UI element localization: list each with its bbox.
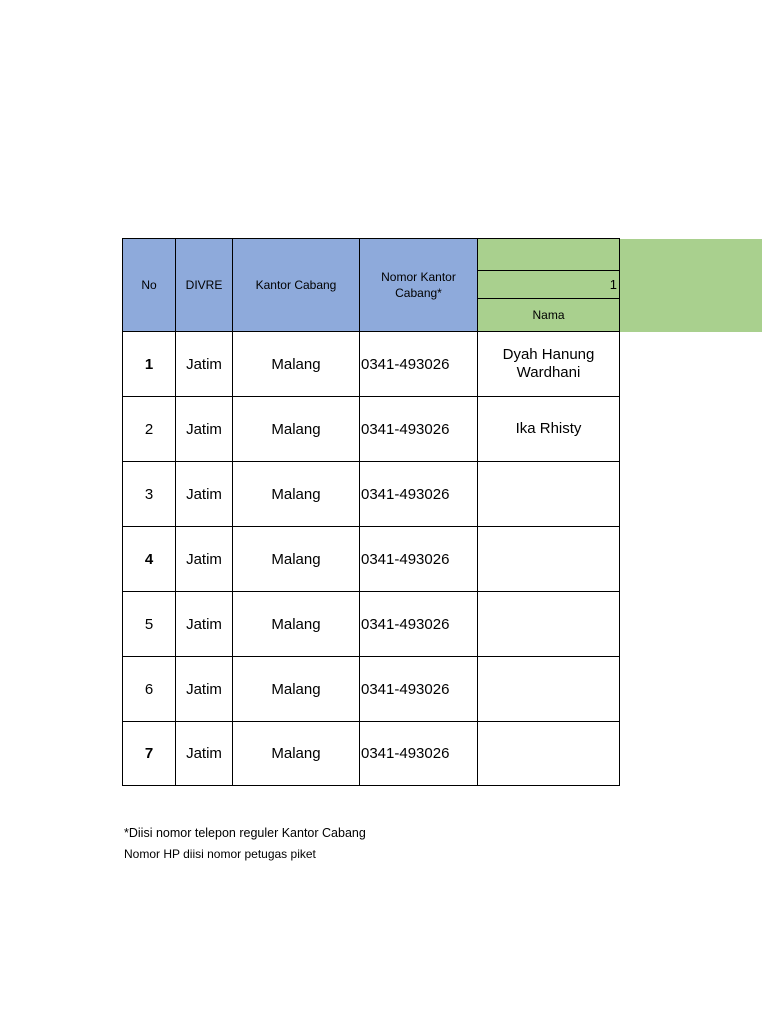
- cell-phone: 0341-493026: [360, 592, 478, 657]
- header-nomor-kantor: Nomor Kantor Cabang*: [360, 239, 478, 332]
- cell-phone: 0341-493026: [360, 462, 478, 527]
- cell-divre: Jatim: [176, 592, 233, 657]
- header-no: No: [123, 239, 176, 332]
- cell-nama: Ika Rhisty: [478, 397, 620, 462]
- header-divre: DIVRE: [176, 239, 233, 332]
- cell-divre: Jatim: [176, 657, 233, 722]
- cell-phone: 0341-493026: [360, 527, 478, 592]
- cell-no: 3: [123, 462, 176, 527]
- footnote-phone: *Diisi nomor telepon reguler Kantor Cabang: [124, 826, 366, 840]
- table-row: [123, 657, 620, 722]
- table-row: [123, 332, 620, 397]
- cell-no: 1: [123, 332, 176, 397]
- cell-kantor: Malang: [233, 722, 360, 786]
- cell-phone: 0341-493026: [360, 332, 478, 397]
- cell-no: 7: [123, 722, 176, 786]
- cell-phone: 0341-493026: [360, 657, 478, 722]
- cell-divre: Jatim: [176, 527, 233, 592]
- cell-kantor: Malang: [233, 592, 360, 657]
- cell-nama: Dyah Hanung Wardhani: [478, 332, 620, 397]
- cell-kantor: Malang: [233, 657, 360, 722]
- cell-divre: Jatim: [176, 722, 233, 786]
- cell-no: 4: [123, 527, 176, 592]
- header-group-number: 1: [478, 271, 620, 299]
- cell-kantor: Malang: [233, 332, 360, 397]
- header-kantor-cabang: Kantor Cabang: [233, 239, 360, 332]
- cell-no: 5: [123, 592, 176, 657]
- cell-kantor: Malang: [233, 462, 360, 527]
- cell-nama: [478, 722, 620, 786]
- cell-no: 2: [123, 397, 176, 462]
- cell-nama: [478, 462, 620, 527]
- cell-kantor: Malang: [233, 527, 360, 592]
- cell-nama: [478, 657, 620, 722]
- table-row: [123, 722, 620, 786]
- table-row: [123, 592, 620, 657]
- cell-divre: Jatim: [176, 397, 233, 462]
- header-group-top: [478, 239, 620, 271]
- cell-kantor: Malang: [233, 397, 360, 462]
- footnote-hp: Nomor HP diisi nomor petugas piket: [124, 847, 316, 861]
- cell-nama: [478, 527, 620, 592]
- green-header-extension: [620, 239, 762, 332]
- header-nama: Nama: [478, 299, 620, 332]
- cell-phone: 0341-493026: [360, 397, 478, 462]
- cell-no: 6: [123, 657, 176, 722]
- cell-nama: [478, 592, 620, 657]
- table-row: [123, 397, 620, 462]
- cell-divre: Jatim: [176, 332, 233, 397]
- cell-divre: Jatim: [176, 462, 233, 527]
- table-row: [123, 462, 620, 527]
- cell-phone: 0341-493026: [360, 722, 478, 786]
- piket-table: [122, 238, 620, 786]
- table-row: [123, 527, 620, 592]
